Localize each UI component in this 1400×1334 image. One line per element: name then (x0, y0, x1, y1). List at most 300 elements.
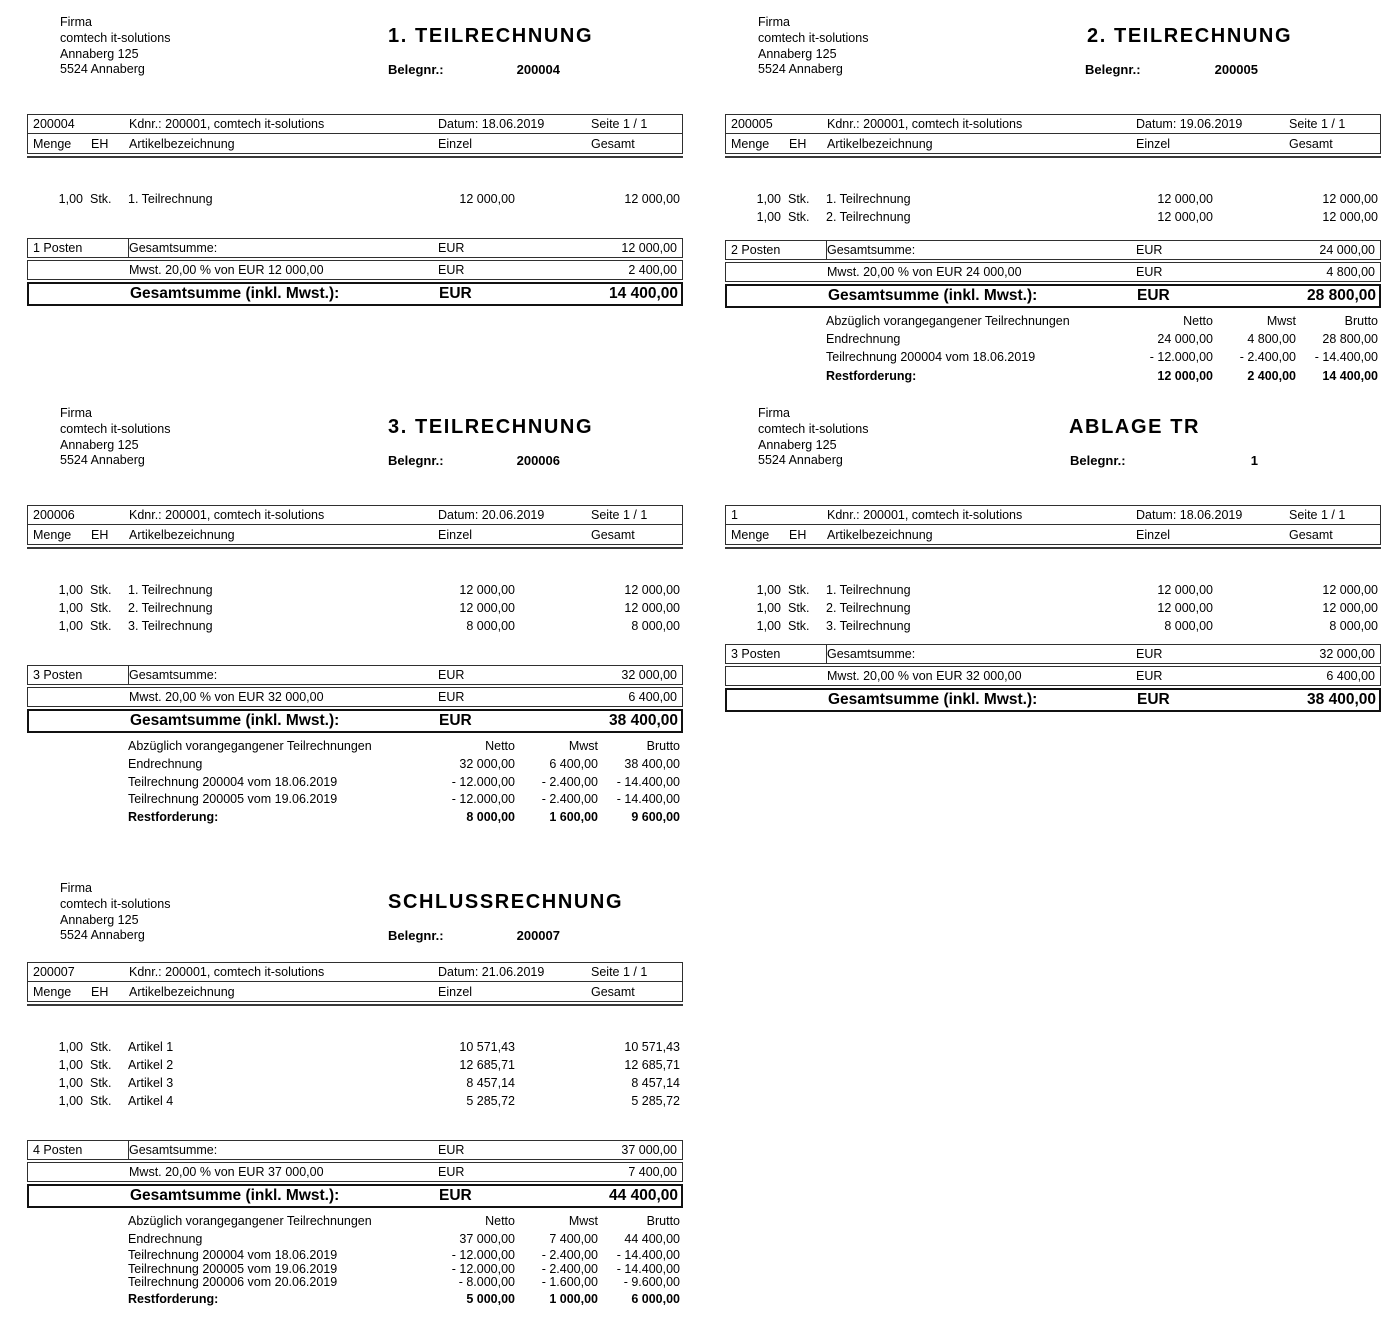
deduction-netto: - 8.000,00 (458, 1275, 515, 1290)
item-unit: Stk. (90, 619, 112, 634)
deduction-mwst: 1 000,00 (549, 1291, 598, 1306)
deduction-netto: - 12.000,00 (1149, 350, 1213, 365)
deduction-row-endrechnung (725, 330, 1381, 348)
deduction-row-teilrechnung (27, 1275, 683, 1289)
deduction-mwst: 1 600,00 (549, 810, 598, 825)
currency-code: EUR (1136, 243, 1163, 258)
invoice-date: Datum: 18.06.2019 (438, 117, 545, 132)
col-header-eh: EH (91, 984, 109, 999)
currency-code: EUR (438, 263, 465, 278)
deduction-label: Restforderung: (826, 369, 917, 384)
header-underline (27, 156, 683, 158)
deduction-netto: 12 000,00 (1157, 369, 1213, 384)
item-unit: Stk. (788, 192, 810, 207)
deduction-netto: 5 000,00 (466, 1291, 515, 1306)
col-header-artikel: Artikelbezeichnung (827, 136, 933, 151)
invoice-header-table (27, 962, 683, 1002)
invoice-title: SCHLUSSRECHNUNG (388, 891, 624, 913)
item-unit: Stk. (90, 1040, 112, 1055)
deduction-label: Teilrechnung 200005 vom 19.06.2019 (128, 1261, 338, 1276)
deduction-row-teilrechnung (27, 1262, 683, 1276)
net-total-label: Gesamtsumme: (129, 241, 218, 256)
invoice-line-item (27, 599, 708, 617)
item-unit: Stk. (90, 1094, 112, 1109)
teilrechnung-1-page (0, 0, 708, 391)
deduction-brutto: - 14.400,00 (616, 774, 680, 789)
net-total-amount: 32 000,00 (1319, 647, 1375, 662)
item-unit: Stk. (788, 619, 810, 634)
vat-row (725, 666, 1381, 686)
invoice-line-item (27, 1056, 708, 1074)
col-header-artikel: Artikelbezeichnung (129, 527, 235, 542)
invoice-title: 3. TEILRECHNUNG (388, 416, 594, 438)
grand-total-row (27, 1184, 683, 1208)
sender-address-line: 5524 Annaberg (758, 62, 843, 77)
posten-count: 3 Posten (726, 645, 827, 663)
posten-count: 4 Posten (28, 1141, 129, 1159)
invoice-title: 2. TEILRECHNUNG (1087, 25, 1293, 47)
item-qty: 1,00 (58, 1076, 83, 1091)
doc-number: 200005 (731, 117, 773, 132)
deduction-netto: 32 000,00 (459, 757, 515, 772)
deduction-label: Restforderung: (128, 1291, 219, 1306)
item-qty: 1,00 (58, 192, 83, 207)
sender-address-line: Firma (758, 406, 790, 420)
deduction-brutto: 14 400,00 (1322, 369, 1378, 384)
header-meta-row (28, 963, 682, 982)
invoice-header-table (27, 505, 683, 545)
col-header-artikel: Artikelbezeichnung (129, 136, 235, 151)
sender-address-line: 5524 Annaberg (60, 62, 145, 77)
grand-total-label: Gesamtsumme (inkl. Mwst.): (828, 287, 1038, 305)
deduction-netto: 24 000,00 (1157, 332, 1213, 347)
deduction-label: Teilrechnung 200004 vom 18.06.2019 (826, 350, 1036, 365)
item-unit: Stk. (90, 1076, 112, 1091)
totals-section (27, 665, 683, 733)
net-total-label: Gesamtsumme: (129, 1143, 218, 1158)
customer-number: Kdnr.: 200001, comtech it-solutions (827, 117, 1023, 132)
sender-address-line: comtech it-solutions (60, 421, 171, 436)
header-meta-row (726, 506, 1380, 525)
sender-address (60, 406, 708, 469)
col-header-mwst: Mwst (568, 1214, 598, 1229)
deductions-section (27, 737, 683, 827)
col-header-gesamt: Gesamt (591, 984, 635, 999)
invoice-line-item (27, 1074, 708, 1092)
item-qty: 1,00 (58, 583, 83, 598)
col-header-artikel: Artikelbezeichnung (129, 984, 235, 999)
net-total-row (725, 644, 1381, 664)
deduction-label: Endrechnung (826, 332, 901, 347)
deduction-row-endrechnung (27, 755, 683, 773)
vat-row (725, 262, 1381, 282)
line-items (27, 581, 708, 635)
sender-address-line: 5524 Annaberg (60, 928, 145, 943)
header-meta-row (726, 115, 1380, 134)
col-header-einzel: Einzel (438, 136, 473, 151)
deduction-netto: - 12.000,00 (451, 774, 515, 789)
col-header-einzel: Einzel (438, 984, 473, 999)
currency-code: EUR (439, 285, 472, 303)
col-header-mwst: Mwst (568, 739, 598, 754)
item-qty: 1,00 (58, 619, 83, 634)
deduction-mwst: 2 400,00 (1247, 369, 1296, 384)
line-items (725, 581, 1400, 635)
currency-code: EUR (1137, 691, 1170, 709)
deduction-row-restforderung (27, 1289, 683, 1309)
deductions-header-row (27, 1212, 683, 1230)
sender-address-line: comtech it-solutions (60, 30, 171, 45)
invoice-date: Datum: 19.06.2019 (1136, 117, 1243, 132)
item-qty: 1,00 (756, 619, 781, 634)
invoice-line-item (27, 1038, 708, 1056)
invoice-date: Datum: 18.06.2019 (1136, 508, 1243, 523)
page-indicator: Seite 1 / 1 (1289, 508, 1346, 523)
net-total-amount: 12 000,00 (621, 241, 677, 256)
header-underline (725, 156, 1381, 158)
spacer-cell (28, 688, 129, 706)
currency-code: EUR (438, 1143, 465, 1158)
item-description: 3. Teilrechnung (826, 619, 911, 634)
deduction-label: Teilrechnung 200004 vom 18.06.2019 (128, 774, 338, 789)
sender-address-line: comtech it-solutions (758, 30, 869, 45)
item-total: 12 000,00 (1322, 601, 1378, 616)
grand-total-amount: 44 400,00 (609, 1187, 678, 1205)
doc-number: 200007 (33, 965, 75, 980)
item-description: 1. Teilrechnung (128, 192, 213, 207)
invoice-document (0, 391, 708, 866)
line-items (725, 190, 1400, 226)
deduction-brutto: 44 400,00 (624, 1232, 680, 1247)
item-qty: 1,00 (756, 601, 781, 616)
header-underline (27, 547, 683, 549)
item-description: 2. Teilrechnung (826, 210, 911, 225)
deduction-netto: 8 000,00 (466, 810, 515, 825)
item-description: Artikel 1 (128, 1040, 174, 1055)
item-qty: 1,00 (58, 1094, 83, 1109)
deduction-mwst: - 2.400,00 (1239, 350, 1296, 365)
deduction-brutto: - 14.400,00 (616, 791, 680, 806)
currency-code: EUR (439, 712, 472, 730)
line-items (27, 190, 708, 208)
item-total: 8 457,14 (631, 1076, 680, 1091)
deduction-row-teilrechnung (27, 773, 683, 790)
item-total: 12 685,71 (624, 1058, 680, 1073)
column-header-row (726, 134, 1380, 153)
header-meta-row (28, 115, 682, 134)
deductions-header-row (725, 312, 1381, 330)
beleg-number-value: 200007 (516, 928, 560, 943)
col-header-brutto: Brutto (646, 1214, 680, 1229)
item-unit: Stk. (90, 601, 112, 616)
invoice-line-item (27, 581, 708, 599)
grand-total-label: Gesamtsumme (inkl. Mwst.): (130, 285, 340, 303)
invoice-header-table (725, 505, 1381, 545)
totals-section (27, 1140, 683, 1208)
vat-amount: 2 400,00 (628, 263, 677, 278)
item-description: 3. Teilrechnung (128, 619, 213, 634)
empty-quadrant (708, 866, 1400, 1334)
ablage-tr-page (708, 391, 1400, 866)
item-unit: Stk. (788, 601, 810, 616)
item-qty: 1,00 (756, 583, 781, 598)
sender-address-line: Annaberg 125 (758, 46, 837, 61)
vat-amount: 7 400,00 (628, 1165, 677, 1180)
net-total-amount: 32 000,00 (621, 668, 677, 683)
item-unit: Stk. (90, 1058, 112, 1073)
deduction-netto: - 12.000,00 (451, 1248, 515, 1263)
vat-label: Mwst. 20,00 % von EUR 32 000,00 (827, 669, 1022, 684)
col-header-mwst: Mwst (1266, 314, 1296, 329)
deduction-mwst: - 1.600,00 (541, 1275, 598, 1290)
vat-label: Mwst. 20,00 % von EUR 37 000,00 (129, 1165, 324, 1180)
currency-code: EUR (1136, 265, 1163, 280)
col-header-eh: EH (91, 136, 109, 151)
item-description: 1. Teilrechnung (826, 192, 911, 207)
grand-total-amount: 28 800,00 (1307, 287, 1376, 305)
totals-section (725, 240, 1381, 308)
deduction-brutto: 9 600,00 (631, 810, 680, 825)
invoice-line-item (27, 617, 708, 635)
col-header-eh: EH (789, 136, 807, 151)
sender-address-line: Annaberg 125 (758, 437, 837, 452)
item-total: 8 000,00 (1329, 619, 1378, 634)
invoice-line-item (725, 617, 1400, 635)
item-description: Artikel 3 (128, 1076, 174, 1091)
deduction-label: Teilrechnung 200004 vom 18.06.2019 (128, 1248, 338, 1263)
beleg-number-value: 200006 (516, 453, 560, 468)
page-indicator: Seite 1 / 1 (591, 965, 648, 980)
deduction-netto: 37 000,00 (459, 1232, 515, 1247)
vat-amount: 6 400,00 (1326, 669, 1375, 684)
column-header-row (28, 982, 682, 1001)
item-total: 5 285,72 (631, 1094, 680, 1109)
grand-total-label: Gesamtsumme (inkl. Mwst.): (130, 1187, 340, 1205)
customer-number: Kdnr.: 200001, comtech it-solutions (129, 508, 325, 523)
col-header-menge: Menge (731, 136, 770, 151)
schlussrechnung-page (0, 866, 708, 1334)
net-total-row (27, 665, 683, 685)
grand-total-row (725, 284, 1381, 308)
beleg-number-label: Belegnr.: (1085, 62, 1141, 77)
net-total-row (27, 238, 683, 258)
beleg-number-label: Belegnr.: (388, 928, 444, 943)
item-description: 2. Teilrechnung (128, 601, 213, 616)
item-unit-price: 12 000,00 (1157, 583, 1213, 598)
grand-total-row (725, 688, 1381, 712)
currency-code: EUR (438, 1165, 465, 1180)
col-header-menge: Menge (33, 527, 72, 542)
item-unit-price: 5 285,72 (466, 1094, 515, 1109)
currency-code: EUR (438, 668, 465, 683)
sender-address (60, 15, 708, 78)
deduction-mwst: - 2.400,00 (541, 791, 598, 806)
totals-section (725, 644, 1381, 712)
deductions-title: Abzüglich vorangegangener Teilrechnungen (826, 314, 1070, 329)
vat-amount: 4 800,00 (1326, 265, 1375, 280)
col-header-brutto: Brutto (646, 739, 680, 754)
invoice-date: Datum: 20.06.2019 (438, 508, 545, 523)
sender-address-line: comtech it-solutions (758, 421, 869, 436)
grand-total-amount: 38 400,00 (609, 712, 678, 730)
invoice-document (0, 0, 708, 391)
teilrechnung-3-page (0, 391, 708, 866)
item-total: 12 000,00 (1322, 583, 1378, 598)
item-qty: 1,00 (58, 1040, 83, 1055)
sender-address-line: Firma (758, 15, 790, 29)
deduction-brutto: - 14.400,00 (616, 1248, 680, 1263)
doc-number: 1 (731, 508, 738, 523)
col-header-artikel: Artikelbezeichnung (827, 527, 933, 542)
item-unit-price: 12 000,00 (459, 583, 515, 598)
invoice-document (708, 391, 1400, 866)
vat-row (27, 687, 683, 707)
grand-total-label: Gesamtsumme (inkl. Mwst.): (130, 712, 340, 730)
posten-count: 1 Posten (28, 239, 129, 257)
deductions-header-row (27, 737, 683, 755)
item-description: Artikel 4 (128, 1094, 174, 1109)
currency-code: EUR (1136, 647, 1163, 662)
beleg-number-label: Belegnr.: (1070, 453, 1126, 468)
invoice-header-table (27, 114, 683, 154)
deduction-label: Teilrechnung 200006 vom 20.06.2019 (128, 1275, 338, 1290)
grand-total-row (27, 709, 683, 733)
item-qty: 1,00 (58, 601, 83, 616)
vat-label: Mwst. 20,00 % von EUR 24 000,00 (827, 265, 1022, 280)
deduction-row-teilrechnung (27, 1248, 683, 1262)
col-header-gesamt: Gesamt (591, 527, 635, 542)
item-description: 1. Teilrechnung (826, 583, 911, 598)
customer-number: Kdnr.: 200001, comtech it-solutions (129, 965, 325, 980)
item-unit-price: 12 000,00 (459, 601, 515, 616)
deduction-row-restforderung (27, 807, 683, 827)
item-unit-price: 8 457,14 (466, 1076, 515, 1091)
header-underline (725, 547, 1381, 549)
currency-code: EUR (438, 690, 465, 705)
net-total-row (725, 240, 1381, 260)
invoice-header-table (725, 114, 1381, 154)
invoice-title: 1. TEILRECHNUNG (388, 25, 594, 47)
item-unit-price: 8 000,00 (1164, 619, 1213, 634)
col-header-eh: EH (789, 527, 807, 542)
column-header-row (28, 525, 682, 544)
col-header-menge: Menge (731, 527, 770, 542)
sender-address-line: Firma (60, 881, 92, 895)
item-unit: Stk. (788, 583, 810, 598)
vat-label: Mwst. 20,00 % von EUR 12 000,00 (129, 263, 324, 278)
deduction-brutto: 38 400,00 (624, 757, 680, 772)
net-total-label: Gesamtsumme: (129, 668, 218, 683)
beleg-number-label: Belegnr.: (388, 453, 444, 468)
spacer-cell (29, 284, 130, 304)
totals-section (27, 238, 683, 306)
col-header-einzel: Einzel (1136, 136, 1171, 151)
item-total: 12 000,00 (1322, 192, 1378, 207)
net-total-row (27, 1140, 683, 1160)
beleg-number-value: 200005 (1214, 62, 1258, 77)
deduction-label: Restforderung: (128, 810, 219, 825)
deduction-brutto: - 14.400,00 (1314, 350, 1378, 365)
sender-address (758, 15, 1400, 78)
net-total-amount: 37 000,00 (621, 1143, 677, 1158)
net-total-label: Gesamtsumme: (827, 243, 916, 258)
deductions-section (725, 312, 1381, 386)
spacer-cell (28, 1163, 129, 1181)
invoice-line-item (725, 190, 1400, 208)
item-total: 12 000,00 (1322, 210, 1378, 225)
deduction-row-teilrechnung (725, 348, 1381, 366)
deduction-mwst: - 2.400,00 (541, 774, 598, 789)
item-unit-price: 12 000,00 (1157, 601, 1213, 616)
col-header-netto: Netto (485, 739, 515, 754)
deduction-netto: - 12.000,00 (451, 791, 515, 806)
deductions-title: Abzüglich vorangegangener Teilrechnungen (128, 739, 372, 754)
vat-row (27, 260, 683, 280)
page-indicator: Seite 1 / 1 (591, 117, 648, 132)
item-unit-price: 12 000,00 (459, 192, 515, 207)
spacer-cell (28, 261, 129, 279)
deduction-mwst: 4 800,00 (1247, 332, 1296, 347)
line-items (27, 1038, 708, 1110)
vat-label: Mwst. 20,00 % von EUR 32 000,00 (129, 690, 324, 705)
spacer-cell (29, 1186, 130, 1206)
invoice-date: Datum: 21.06.2019 (438, 965, 545, 980)
deduction-mwst: - 2.400,00 (541, 1248, 598, 1263)
item-qty: 1,00 (58, 1058, 83, 1073)
deduction-row-teilrechnung (27, 790, 683, 807)
page-indicator: Seite 1 / 1 (1289, 117, 1346, 132)
sender-address-line: Annaberg 125 (60, 46, 139, 61)
col-header-brutto: Brutto (1344, 314, 1378, 329)
posten-count: 2 Posten (726, 241, 827, 259)
currency-code: EUR (438, 241, 465, 256)
col-header-menge: Menge (33, 136, 72, 151)
sender-address-line: comtech it-solutions (60, 896, 171, 911)
col-header-einzel: Einzel (438, 527, 473, 542)
invoice-line-item (725, 208, 1400, 226)
deduction-brutto: - 14.400,00 (616, 1261, 680, 1276)
invoice-title: ABLAGE TR (1069, 416, 1201, 438)
page-indicator: Seite 1 / 1 (591, 508, 648, 523)
deduction-netto: - 12.000,00 (451, 1261, 515, 1276)
col-header-gesamt: Gesamt (1289, 136, 1333, 151)
item-description: Artikel 2 (128, 1058, 174, 1073)
invoice-line-item (725, 599, 1400, 617)
vat-amount: 6 400,00 (628, 690, 677, 705)
column-header-row (726, 525, 1380, 544)
deduction-brutto: 28 800,00 (1322, 332, 1378, 347)
deduction-mwst: 7 400,00 (549, 1232, 598, 1247)
beleg-number-value: 200004 (516, 62, 560, 77)
teilrechnung-2-page (708, 0, 1400, 391)
currency-code: EUR (1137, 287, 1170, 305)
sender-address-line: Annaberg 125 (60, 437, 139, 452)
item-total: 12 000,00 (624, 601, 680, 616)
doc-number: 200006 (33, 508, 75, 523)
spacer-cell (727, 690, 828, 710)
item-qty: 1,00 (756, 210, 781, 225)
deduction-brutto: - 9.600,00 (623, 1275, 680, 1290)
item-total: 12 000,00 (624, 192, 680, 207)
net-total-label: Gesamtsumme: (827, 647, 916, 662)
deductions-section (27, 1212, 683, 1309)
grand-total-amount: 38 400,00 (1307, 691, 1376, 709)
deduction-row-restforderung (725, 366, 1381, 386)
invoice-line-item (27, 1092, 708, 1110)
col-header-einzel: Einzel (1136, 527, 1171, 542)
item-total: 12 000,00 (624, 583, 680, 598)
col-header-netto: Netto (1183, 314, 1213, 329)
